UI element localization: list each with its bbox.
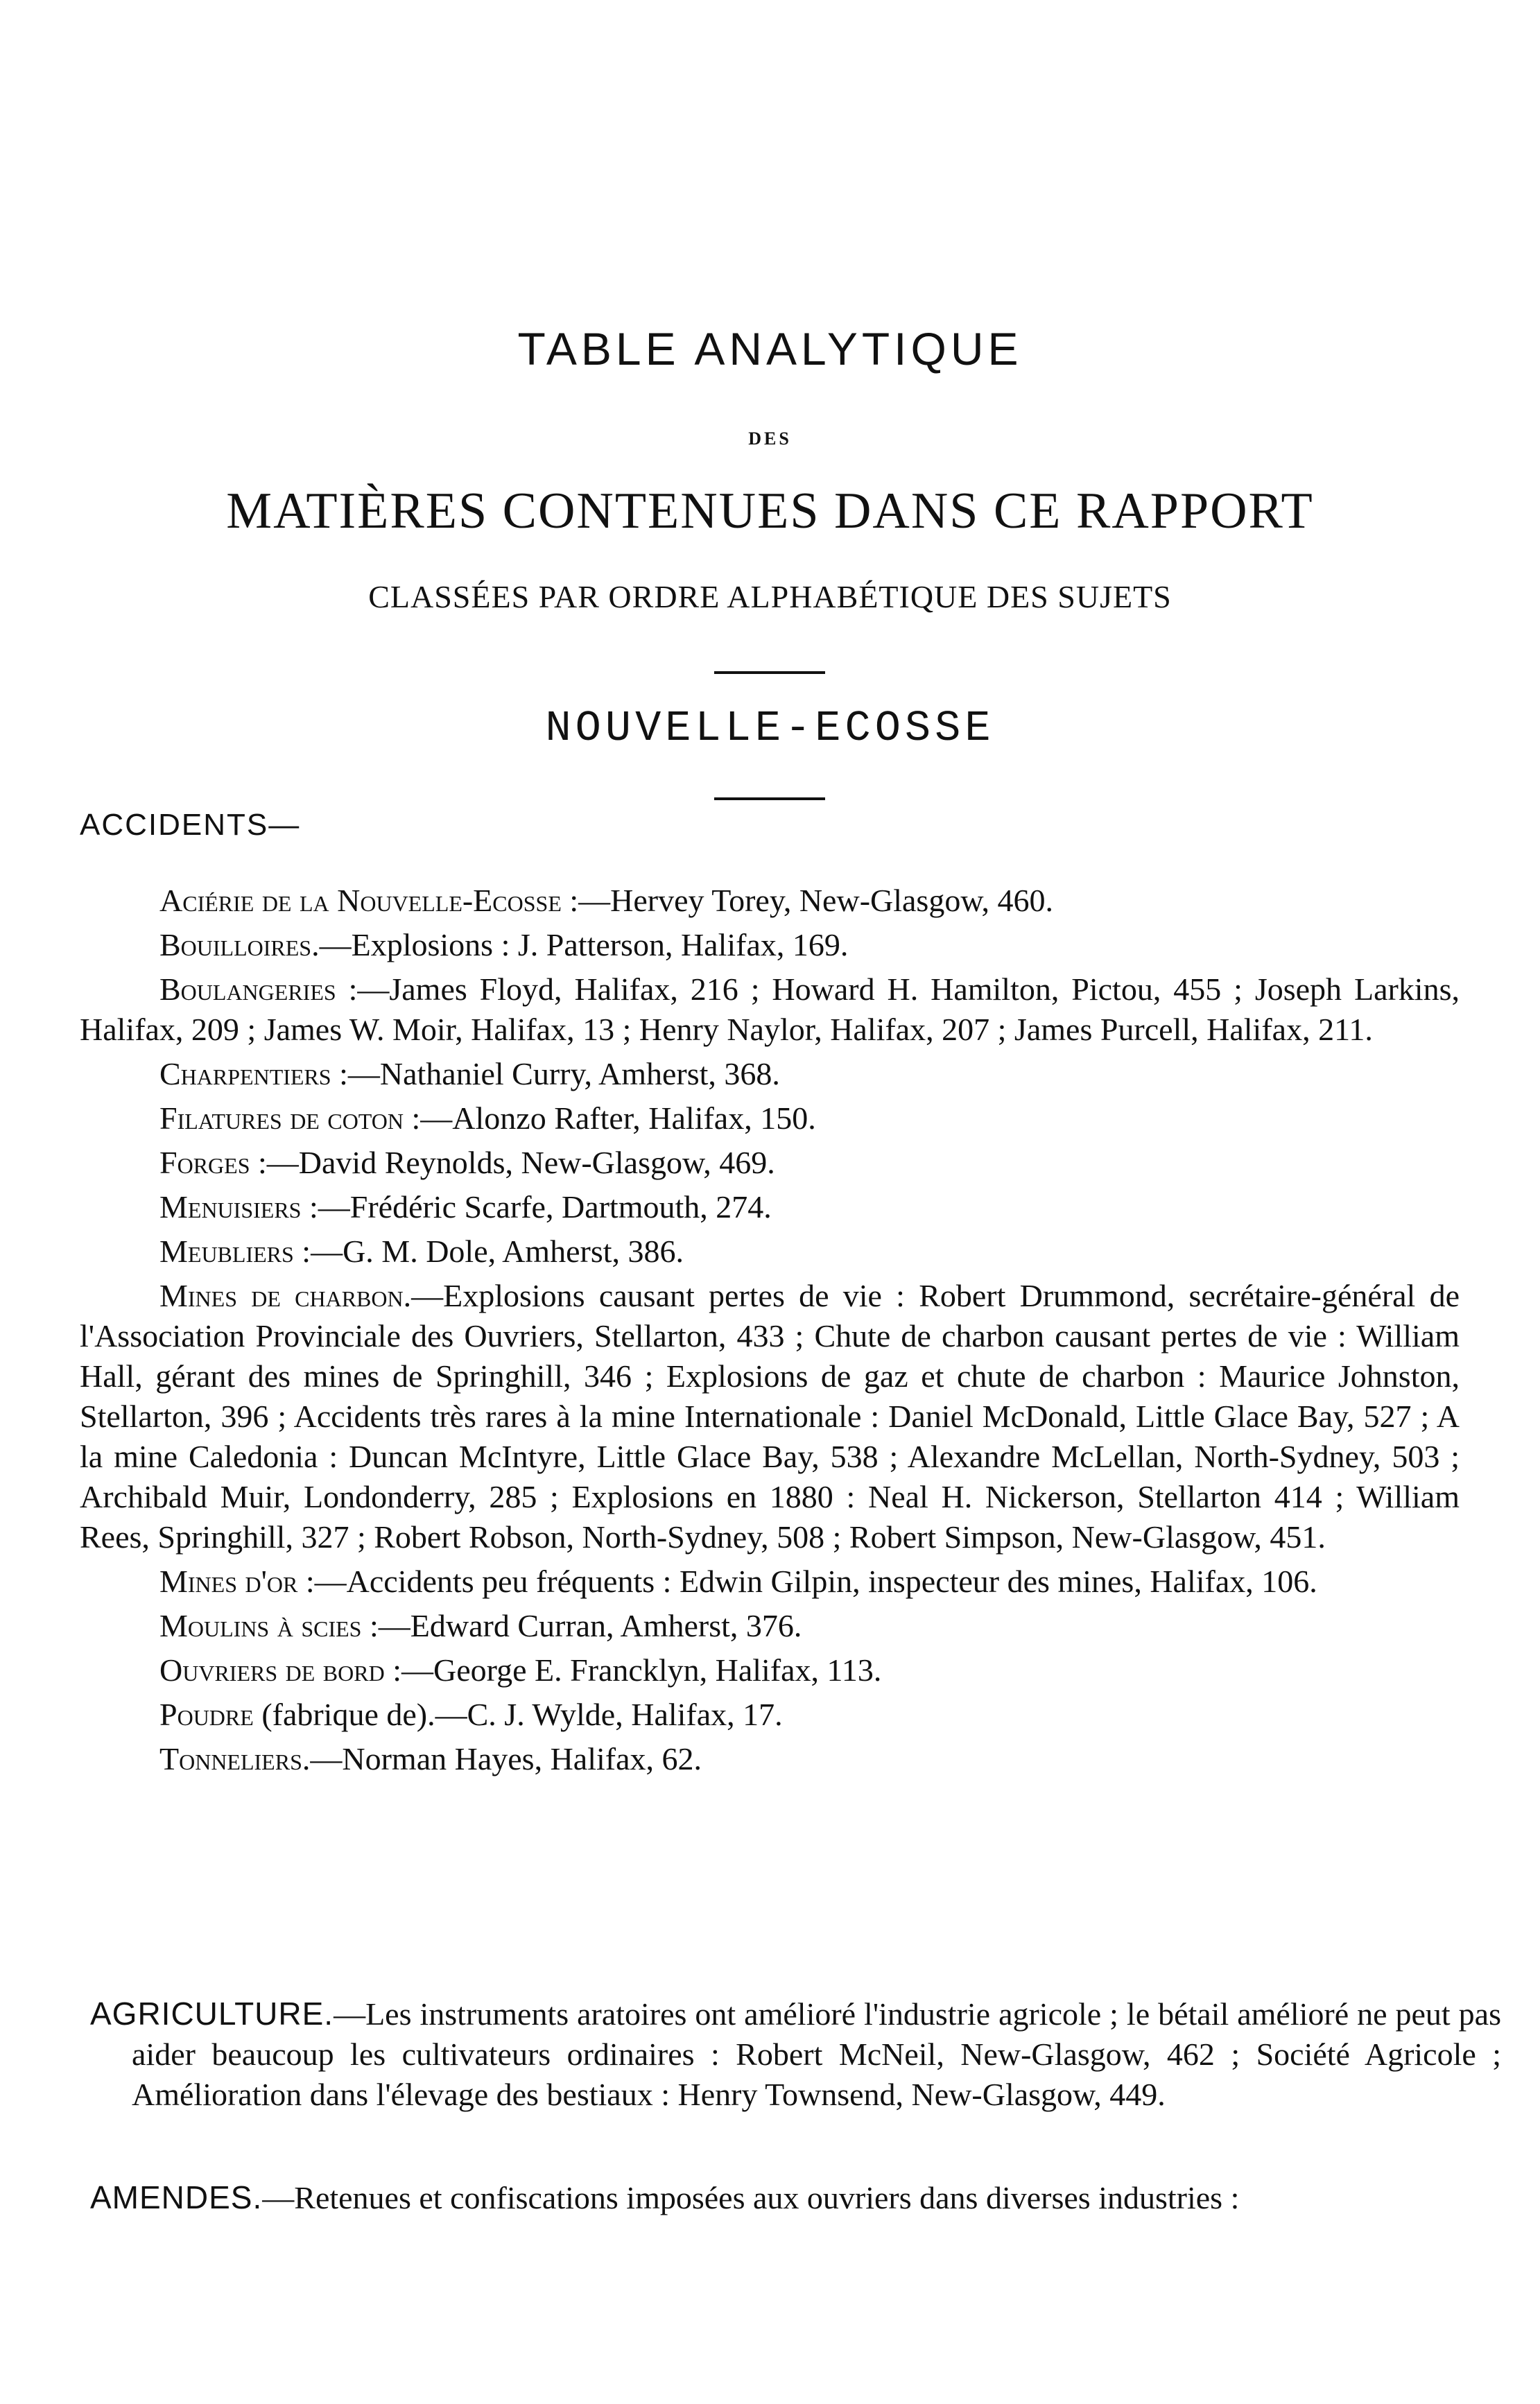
amendes-text: —Retenues et confiscations imposées aux ouvriers dans diverses industries : xyxy=(262,2180,1240,2215)
section-heading-accidents: ACCIDENTS— xyxy=(80,808,301,842)
title-table-analytique: TABLE ANALYTIQUE xyxy=(517,323,1023,374)
title-classees: CLASSÉES PAR ORDRE ALPHABÉTIQUE DES SUJETS xyxy=(368,579,1172,614)
entry-ouvriers-bord: Ouvriers de bord :—George E. Francklyn, Halifax, 113. xyxy=(159,1652,882,1688)
agriculture-text: —Les instruments aratoires ont amélioré l'industrie agricole ; le bétail amélioré ne peut pas aider beaucoup les cultivateurs ordinaires : Robert McNeil, New-Glasgow, 462 ; Société Agricole ; Amélioration dans l'élevage des bestiaux : Henry Townsend, New-Glasgow, 449. xyxy=(132,1996,1501,2112)
entry-mines-or: Mines d'or :—Accidents peu fréquents : Edwin Gilpin, inspecteur des mines, Halifax, 106. xyxy=(159,1564,1317,1599)
entry-bouilloires: Bouilloires.—Explosions : J. Patterson, Halifax, 169. xyxy=(159,927,849,962)
entry-boulangeries: Boulangeries :—James Floyd, Halifax, 216 ; Howard H. Hamilton, Pictou, 455 ; Joseph Larkins, Halifax, 209 ; James W. Moir, Halifax, 13 ; Henry Naylor, Halifax, 207 ; James Purcell, Halifax, 211. xyxy=(80,971,1460,1047)
divider-rule-top xyxy=(714,671,825,674)
title-des: DES xyxy=(748,429,792,449)
section-agriculture xyxy=(90,1994,1501,2115)
section-amendes xyxy=(90,2177,1501,2218)
entry-menuisiers: Menuisiers :—Frédéric Scarfe, Dartmouth, 274. xyxy=(159,1189,772,1225)
section-heading-agriculture: AGRICULTURE. xyxy=(90,1996,334,2032)
entry-forges: Forges :—David Reynolds, New-Glasgow, 469. xyxy=(159,1145,775,1180)
province-heading: NOUVELLE-ECOSSE xyxy=(545,704,995,753)
entry-charpentiers: Charpentiers :—Nathaniel Curry, Amherst, 368. xyxy=(159,1056,780,1091)
accidents-entries xyxy=(80,881,1460,1783)
entry-poudre: Poudre (fabrique de).—C. J. Wylde, Halifax, 17. xyxy=(159,1697,783,1732)
divider-rule-bottom xyxy=(714,797,825,800)
entry-aciérie: Aciérie de la Nouvelle-Ecosse :—Hervey Torey, New-Glasgow, 460. xyxy=(159,883,1054,918)
entry-tonneliers: Tonneliers.—Norman Hayes, Halifax, 62. xyxy=(159,1741,702,1776)
title-matieres: MATIÈRES CONTENUES DANS CE RAPPORT xyxy=(226,483,1314,539)
entry-meubliers: Meubliers :—G. M. Dole, Amherst, 386. xyxy=(159,1234,684,1269)
entry-mines-charbon: Mines de charbon.—Explosions causant pertes de vie : Robert Drummond, secrétaire-général de l'Association Provinciale des Ouvriers, Stellarton, 433 ; Chute de charbon causant pertes de vie : William Hall, gérant des mines de Springhill, 346 ; Explosions de gaz et chute de charbon : Maurice Johnston, Stellarton, 396 ; Accidents très rares à la mine Internationale : Daniel McDonald, Little Glace Bay, 527 ; A la mine Caledonia : Duncan McIntyre, Little Glace Bay, 538 ; Alexandre McLellan, North-Sydney, 503 ; Archibald Muir, Londonderry, 285 ; Explosions en 1880 : Neal H. Nickerson, Stellarton 414 ; William Rees, Springhill, 327 ; Robert Robson, North-Sydney, 508 ; Robert Simpson, New-Glasgow, 451. xyxy=(80,1278,1460,1555)
section-heading-amendes: AMENDES. xyxy=(90,2179,263,2215)
entry-filatures: Filatures de coton :—Alonzo Rafter, Halifax, 150. xyxy=(159,1100,816,1136)
entry-moulins: Moulins à scies :—Edward Curran, Amherst, 376. xyxy=(159,1608,802,1643)
